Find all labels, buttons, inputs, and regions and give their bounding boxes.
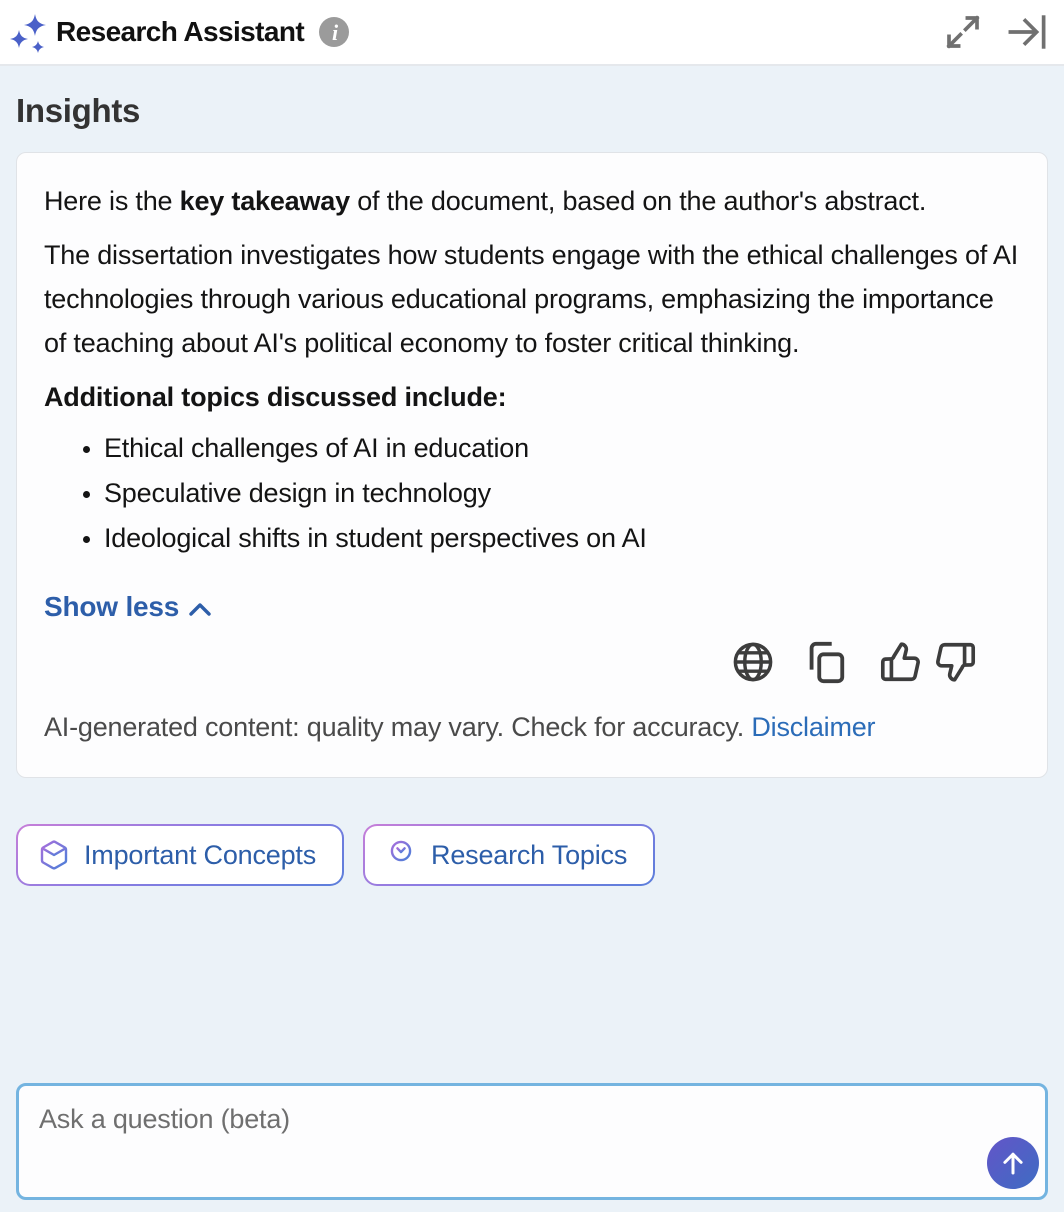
show-less-label: Show less xyxy=(44,591,180,622)
header-brand xyxy=(8,10,350,54)
topics-heading: Additional topics discussed include: xyxy=(44,382,507,412)
research-topics-button[interactable] xyxy=(363,824,655,886)
suggestion-chips xyxy=(16,824,1048,886)
header-actions xyxy=(942,11,1048,53)
ask-question-area xyxy=(16,1083,1048,1200)
app-title: Research Assistant xyxy=(56,16,305,47)
summary-text: The dissertation investigates how students engage with the ethical challenges of AI technologies through various educational programs, emphasizing the importance of teaching about AI's political economy to foster critical thinking. xyxy=(44,240,1019,358)
thumbs-down-icon[interactable] xyxy=(932,639,978,685)
chip-label: Important Concepts xyxy=(84,839,317,870)
collapse-panel-icon[interactable] xyxy=(1006,11,1048,53)
list-item: • Ideological shifts in student perspectives on AI xyxy=(104,516,1020,561)
ai-disclaimer: AI-generated content: quality may vary. Check for accuracy. Disclaimer xyxy=(44,712,876,742)
globe-icon[interactable] xyxy=(730,639,776,685)
chip-label: Research Topics xyxy=(431,839,628,870)
submit-question-button[interactable] xyxy=(987,1137,1039,1189)
info-icon[interactable] xyxy=(318,16,350,48)
disclaimer-link[interactable]: Disclaimer xyxy=(751,712,876,742)
chevron-up-icon xyxy=(189,601,211,617)
sparkles-icon xyxy=(8,10,52,54)
list-item: • Ethical challenges of AI in education xyxy=(104,426,1020,471)
svg-text:i: i xyxy=(332,20,339,45)
copy-icon[interactable] xyxy=(802,639,848,685)
list-item: • Speculative design in technology xyxy=(104,471,1020,516)
show-less-button[interactable] xyxy=(44,591,211,623)
cube-icon xyxy=(38,839,70,871)
insights-panel xyxy=(0,92,1064,886)
feedback-buttons xyxy=(878,639,978,685)
arrow-up-icon xyxy=(998,1148,1028,1178)
insight-actions xyxy=(44,639,1020,685)
expand-diagonal-icon[interactable] xyxy=(942,11,984,53)
key-takeaway-line: Here is the key takeaway of the document, based on the author's abstract. xyxy=(44,186,927,216)
thumbs-up-icon[interactable] xyxy=(878,639,924,685)
header xyxy=(0,0,1064,66)
important-concepts-button[interactable] xyxy=(16,824,344,886)
insight-card xyxy=(16,152,1048,778)
lightbulb-icon xyxy=(385,839,417,871)
page-title: Insights xyxy=(16,92,141,129)
topics-list xyxy=(44,426,1020,561)
ask-question-input[interactable] xyxy=(16,1083,1048,1200)
